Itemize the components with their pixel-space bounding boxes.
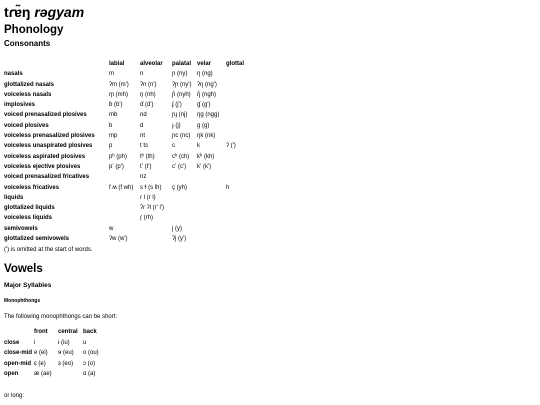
table-cell: ʔn (n') (140, 81, 157, 88)
monophthongs-heading: Monophthongs (4, 298, 41, 305)
table-row (4, 193, 256, 203)
table-cell: ʄ (j') (172, 102, 182, 109)
table-cell: p (109, 143, 113, 150)
row-header-cell: nasals (4, 71, 23, 78)
table-cell (226, 131, 256, 141)
table-cell (197, 172, 226, 182)
omit-note: (') is omitted at the start of words. (4, 247, 93, 254)
table-cell: n̥ (nh) (140, 91, 156, 98)
table-row (4, 80, 256, 90)
table-cell: ɘ (eu) (58, 350, 74, 357)
header-cell (4, 327, 34, 338)
table-cell (172, 193, 197, 203)
table-cell: u (83, 339, 87, 346)
table-row (4, 369, 103, 380)
vowels-heading: Vowels (4, 263, 43, 276)
table-cell (226, 172, 256, 182)
table-cell: n (140, 71, 144, 78)
table-cell: ɓ (b') (109, 102, 123, 109)
table-cell: kʰ (kh) (197, 153, 215, 160)
table-cell: ɾ l (r l) (140, 194, 156, 201)
title-romanized: rəgyam (34, 4, 85, 20)
header-cell: velar (197, 61, 212, 67)
document-page (4, 2, 536, 400)
table-cell: w (109, 225, 114, 232)
row-header-cell: glottalized liquids (4, 205, 55, 212)
or-long-text: or long: (4, 392, 25, 399)
phonology-heading: Phonology (4, 24, 64, 36)
table-cell (226, 90, 256, 100)
header-cell: front (34, 329, 48, 336)
row-header-cell: glottalized nasals (4, 81, 55, 88)
table-cell: b (109, 122, 113, 129)
table-cell (226, 193, 256, 203)
table-cell (197, 183, 226, 193)
table-row (4, 121, 256, 131)
table-cell (58, 369, 83, 380)
table-cell (109, 203, 140, 213)
table-cell: ɡ (g) (197, 122, 210, 129)
table-cell (226, 121, 256, 131)
table-cell: ŋk (nk) (197, 133, 216, 140)
table-row (4, 90, 256, 100)
table-row (4, 152, 256, 162)
consonants-header-row (4, 59, 256, 69)
table-cell: ʔj (y') (172, 236, 187, 243)
table-cell (140, 234, 172, 244)
table-cell (226, 224, 256, 234)
table-cell (226, 100, 256, 110)
table-row (4, 183, 256, 193)
table-cell (197, 193, 226, 203)
table-cell: ɠ (g') (197, 102, 211, 109)
consonants-heading: Consonants (4, 39, 51, 48)
table-cell: pʰ (ph) (109, 153, 127, 160)
table-cell: æ (ae) (34, 371, 52, 378)
vowels-table-body (4, 338, 103, 380)
table-cell: i (34, 339, 36, 346)
vowels-header-row (4, 327, 103, 338)
table-row (4, 172, 256, 182)
header-cell: labial (109, 61, 125, 67)
table-row (4, 224, 256, 234)
table-cell: d (140, 122, 144, 129)
table-cell (109, 213, 140, 223)
table-cell (226, 69, 256, 79)
vowels-table (4, 327, 103, 380)
row-header-cell: voiceless unaspirated plosives (4, 143, 93, 150)
table-row (4, 359, 103, 370)
row-header-cell: voiceless fricatives (4, 184, 60, 191)
table-cell: ç (yh) (172, 184, 187, 191)
row-header-cell: semivowels (4, 225, 38, 232)
row-header-cell: voiceless liquids (4, 215, 53, 222)
table-cell: ɜ (eo) (58, 360, 74, 367)
table-row (4, 110, 256, 120)
table-cell: nz (140, 174, 147, 181)
header-cell: alveolar (140, 61, 163, 67)
table-cell: ɲ (ny) (172, 71, 188, 78)
table-cell: nt (140, 133, 146, 140)
table-cell (226, 80, 256, 90)
short-intro: The following monophthongs can be short: (4, 314, 118, 321)
table-row (4, 69, 256, 79)
table-cell: ɗ (d') (140, 102, 154, 109)
table-cell (172, 203, 197, 213)
table-cell (109, 172, 140, 182)
header-cell: back (83, 329, 97, 336)
table-cell: kʼ (k') (197, 163, 212, 170)
row-header-cell: voiceless prenasalized plosives (4, 133, 95, 140)
table-cell (109, 193, 140, 203)
table-row (4, 100, 256, 110)
table-row (4, 162, 256, 172)
table-cell (172, 213, 197, 223)
table-cell (226, 152, 256, 162)
page-title (4, 2, 536, 22)
row-header-cell: open (4, 371, 19, 378)
table-cell: ɛ (e) (34, 360, 46, 367)
table-cell (226, 203, 256, 213)
table-row (4, 141, 256, 151)
table-cell: tʰ (th) (140, 153, 155, 160)
table-cell: ɲ̊ (nyh) (172, 91, 191, 98)
table-cell: t ts (140, 143, 149, 150)
header-cell: palatal (172, 61, 192, 67)
table-row (4, 234, 256, 244)
table-cell: ŋ̊ (ngh) (197, 91, 217, 98)
table-cell: mb (109, 112, 118, 119)
table-cell: m̥ (mh) (109, 91, 128, 98)
row-header-cell: liquids (4, 194, 24, 201)
table-row (4, 213, 256, 223)
table-cell: e (ei) (34, 350, 48, 357)
table-cell: tʼ (t') (140, 163, 152, 170)
table-cell: ʔm (m') (109, 81, 129, 88)
table-cell (140, 224, 172, 234)
row-header-cell: voiced plosives (4, 122, 49, 129)
table-cell: j (y) (172, 225, 182, 232)
table-cell (197, 224, 226, 234)
table-cell (226, 110, 256, 120)
table-cell: k (197, 143, 200, 150)
table-cell: ɲɟ (nj) (172, 112, 188, 119)
header-cell: central (58, 329, 78, 336)
table-row (4, 348, 103, 359)
table-cell: mp (109, 133, 118, 140)
table-cell (172, 172, 197, 182)
table-cell: pʼ (p') (109, 163, 124, 170)
table-cell: m (109, 71, 114, 78)
table-cell: h (226, 184, 230, 191)
row-header-cell: close-mid (4, 350, 33, 357)
table-cell: f ʍ (f wh) (109, 184, 134, 191)
header-cell: glottal (226, 61, 244, 67)
row-header-cell: voiceless aspirated plosives (4, 153, 86, 160)
major-syllables-heading: Major Syllables (4, 282, 52, 290)
table-cell: s ɬ (s lh) (140, 184, 162, 191)
table-row (4, 203, 256, 213)
table-cell (226, 162, 256, 172)
title-native-script: tɾɐ̃ŋ (4, 4, 31, 20)
table-cell: ŋ (ng) (197, 71, 213, 78)
row-header-cell: open-mid (4, 360, 31, 367)
table-cell: cʰ (ch) (172, 153, 190, 160)
table-cell: o (ou) (83, 350, 99, 357)
table-cell: ɾ̥ (rh) (140, 215, 153, 222)
table-cell (226, 234, 256, 244)
table-cell: ʔɲ (ny') (172, 81, 192, 88)
table-cell: c (172, 143, 175, 150)
table-cell (197, 213, 226, 223)
table-cell (226, 213, 256, 223)
table-cell: ʔ (') (226, 143, 236, 150)
table-cell: ɑ (a) (83, 371, 96, 378)
table-row (4, 131, 256, 141)
row-header-cell: voiced prenasalized fricatives (4, 174, 90, 181)
table-cell (197, 234, 226, 244)
table-cell: ɟ (j) (172, 122, 181, 129)
row-header-cell: implosives (4, 102, 36, 109)
table-cell: cʼ (c') (172, 163, 187, 170)
row-header-cell: voiceless ejective plosives (4, 163, 81, 170)
table-cell: ʔw (w') (109, 236, 128, 243)
row-header-cell: voiceless nasals (4, 91, 52, 98)
table-cell: ʔŋ (ng') (197, 81, 217, 88)
consonants-table-body (4, 69, 256, 244)
header-cell (4, 59, 109, 69)
row-header-cell: close (4, 339, 20, 346)
table-cell: ɨ (iu) (58, 339, 70, 346)
table-cell: ɔ (o) (83, 360, 95, 367)
table-cell: ŋɡ (ngg) (197, 112, 220, 119)
consonants-table (4, 59, 256, 244)
table-cell: ɲc (nc) (172, 133, 191, 140)
table-row (4, 338, 103, 349)
table-cell (197, 203, 226, 213)
table-cell: ʔɾ ʔl (r' l') (140, 205, 164, 212)
row-header-cell: glottalized semivowels (4, 236, 70, 243)
row-header-cell: voiced prenasalized plosives (4, 112, 87, 119)
table-cell: nd (140, 112, 147, 119)
